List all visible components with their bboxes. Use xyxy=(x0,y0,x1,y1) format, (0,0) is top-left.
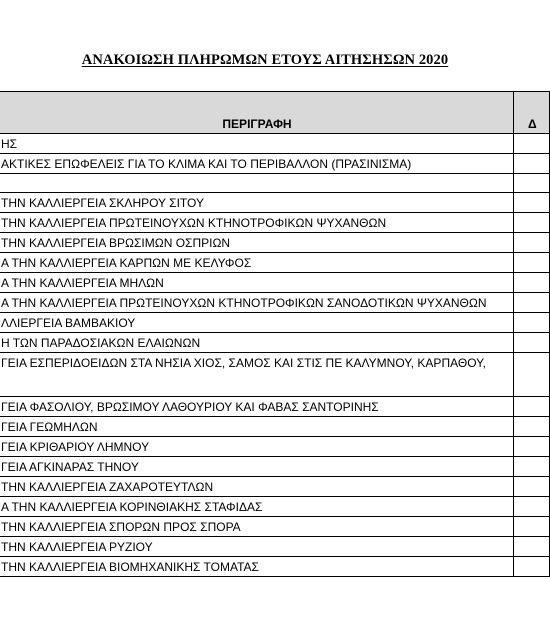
row-description: ΓΕΙΑ ΕΣΠΕΡΙΔΟΕΙΔΩΝ ΣΤΑ ΝΗΣΙΑ ΧΙΟΣ, ΣΑΜΟΣ ΚΑΙ ΣΤΙΣ ΠΕ ΚΑΛΥΜΝΟΥ, ΚΑΡΠΑΘΟΥ, xyxy=(0,353,514,397)
table-row xyxy=(0,313,550,333)
document-title xyxy=(0,52,530,69)
row-description: ΤΗΝ ΚΑΛΛΙΕΡΓΕΙΑ ΣΠΟΡΩΝ ΠΡΟΣ ΣΠΟΡΑ xyxy=(0,517,514,537)
row-cell xyxy=(514,233,550,253)
header-next-column: Δ xyxy=(514,92,550,134)
table-row xyxy=(0,213,550,233)
row-cell xyxy=(514,517,550,537)
row-cell xyxy=(514,253,550,273)
payments-table xyxy=(0,91,550,577)
table-row xyxy=(0,233,550,253)
table-row xyxy=(0,253,550,273)
table-row xyxy=(0,477,550,497)
row-description: Α ΤΗΝ ΚΑΛΛΙΕΡΓΕΙΑ ΜΗΛΩΝ xyxy=(0,273,514,293)
row-description: Α ΤΗΝ ΚΑΛΛΙΕΡΓΕΙΑ ΚΟΡΙΝΘΙΑΚΗΣ ΣΤΑΦΙΔΑΣ xyxy=(0,497,514,517)
row-cell xyxy=(514,557,550,577)
table-row xyxy=(0,517,550,537)
table-row xyxy=(0,154,550,174)
table-row xyxy=(0,174,550,193)
table-header-row xyxy=(0,92,550,134)
table-row xyxy=(0,193,550,213)
row-cell xyxy=(514,174,550,193)
row-description: ΤΗΝ ΚΑΛΛΙΕΡΓΕΙΑ ΠΡΩΤΕΙΝΟΥΧΩΝ ΚΤΗΝΟΤΡΟΦΙΚΩΝ ΨΥΧΑΝΘΩΝ xyxy=(0,213,514,233)
row-cell xyxy=(514,193,550,213)
row-description: ΑΚΤΙΚΕΣ ΕΠΩΦΕΛΕΙΣ ΓΙΑ ΤΟ ΚΛΙΜΑ ΚΑΙ ΤΟ ΠΕΡΙΒΑΛΛΟΝ (ΠΡΑΣΙΝΙΣΜΑ) xyxy=(0,154,514,174)
row-cell xyxy=(514,273,550,293)
row-description: Α ΤΗΝ ΚΑΛΛΙΕΡΓΕΙΑ ΚΑΡΠΩΝ ΜΕ ΚΕΛΥΦΟΣ xyxy=(0,253,514,273)
row-description: ΗΣ xyxy=(0,134,514,154)
table-row xyxy=(0,273,550,293)
row-description: ΤΗΝ ΚΑΛΛΙΕΡΓΕΙΑ ΒΙΟΜΗΧΑΝΙΚΗΣ ΤΟΜΑΤΑΣ xyxy=(0,557,514,577)
row-cell xyxy=(514,213,550,233)
row-cell xyxy=(514,417,550,437)
row-cell xyxy=(514,457,550,477)
row-description: ΤΗΝ ΚΑΛΛΙΕΡΓΕΙΑ ΡΥΖΙΟΥ xyxy=(0,537,514,557)
row-description: ΤΗΝ ΚΑΛΛΙΕΡΓΕΙΑ ΖΑΧΑΡΟΤΕΥΤΛΩΝ xyxy=(0,477,514,497)
table-row xyxy=(0,293,550,313)
row-description: Η ΤΩΝ ΠΑΡΑΔΟΣΙΑΚΩΝ ΕΛΑΙΩΝΩΝ xyxy=(0,333,514,353)
row-description: ΓΕΙΑ ΚΡΙΘΑΡΙΟΥ ΛΗΜΝΟΥ xyxy=(0,437,514,457)
table-row xyxy=(0,417,550,437)
table-row xyxy=(0,397,550,417)
document-title-text: ΑΝΑΚΟΙΩΣΗ ΠΛΗΡΩΜΩΝ ΕΤΟΥΣ ΑΙΤΗΣΗΣΩΝ 2020 xyxy=(81,52,449,68)
row-cell xyxy=(514,333,550,353)
row-cell xyxy=(514,397,550,417)
row-cell xyxy=(514,353,550,397)
row-cell xyxy=(514,477,550,497)
row-cell xyxy=(514,134,550,154)
row-description: ΤΗΝ ΚΑΛΛΙΕΡΓΕΙΑ ΒΡΩΣΙΜΩΝ ΟΣΠΡΙΩΝ xyxy=(0,233,514,253)
row-description: ΓΕΙΑ ΑΓΚΙΝΑΡΑΣ ΤΗΝΟΥ xyxy=(0,457,514,477)
row-cell xyxy=(514,313,550,333)
table-row xyxy=(0,437,550,457)
row-description: ΓΕΙΑ ΓΕΩΜΗΛΩΝ xyxy=(0,417,514,437)
row-description xyxy=(0,174,514,193)
row-description: ΓΕΙΑ ΦΑΣΟΛΙΟΥ, ΒΡΩΣΙΜΟΥ ΛΑΘΟΥΡΙΟΥ ΚΑΙ ΦΑΒΑΣ ΣΑΝΤΟΡΙΝΗΣ xyxy=(0,397,514,417)
table-row xyxy=(0,457,550,477)
row-description: Α ΤΗΝ ΚΑΛΛΙΕΡΓΕΙΑ ΠΡΩΤΕΙΝΟΥΧΩΝ ΚΤΗΝΟΤΡΟΦΙΚΩΝ ΣΑΝΟΔΟΤΙΚΩΝ ΨΥΧΑΝΘΩΝ xyxy=(0,293,514,313)
row-description: ΛΛΙΕΡΓΕΙΑ ΒΑΜΒΑΚΙΟΥ xyxy=(0,313,514,333)
row-cell xyxy=(514,437,550,457)
row-description: ΤΗΝ ΚΑΛΛΙΕΡΓΕΙΑ ΣΚΛΗΡΟΥ ΣΙΤΟΥ xyxy=(0,193,514,213)
table-row xyxy=(0,353,550,397)
table-row xyxy=(0,333,550,353)
header-description: ΠΕΡΙΓΡΑΦΗ xyxy=(0,92,514,134)
table-row xyxy=(0,134,550,154)
table-row xyxy=(0,497,550,517)
row-cell xyxy=(514,537,550,557)
row-cell xyxy=(514,293,550,313)
row-cell xyxy=(514,154,550,174)
table-row xyxy=(0,537,550,557)
table-row xyxy=(0,557,550,577)
row-cell xyxy=(514,497,550,517)
